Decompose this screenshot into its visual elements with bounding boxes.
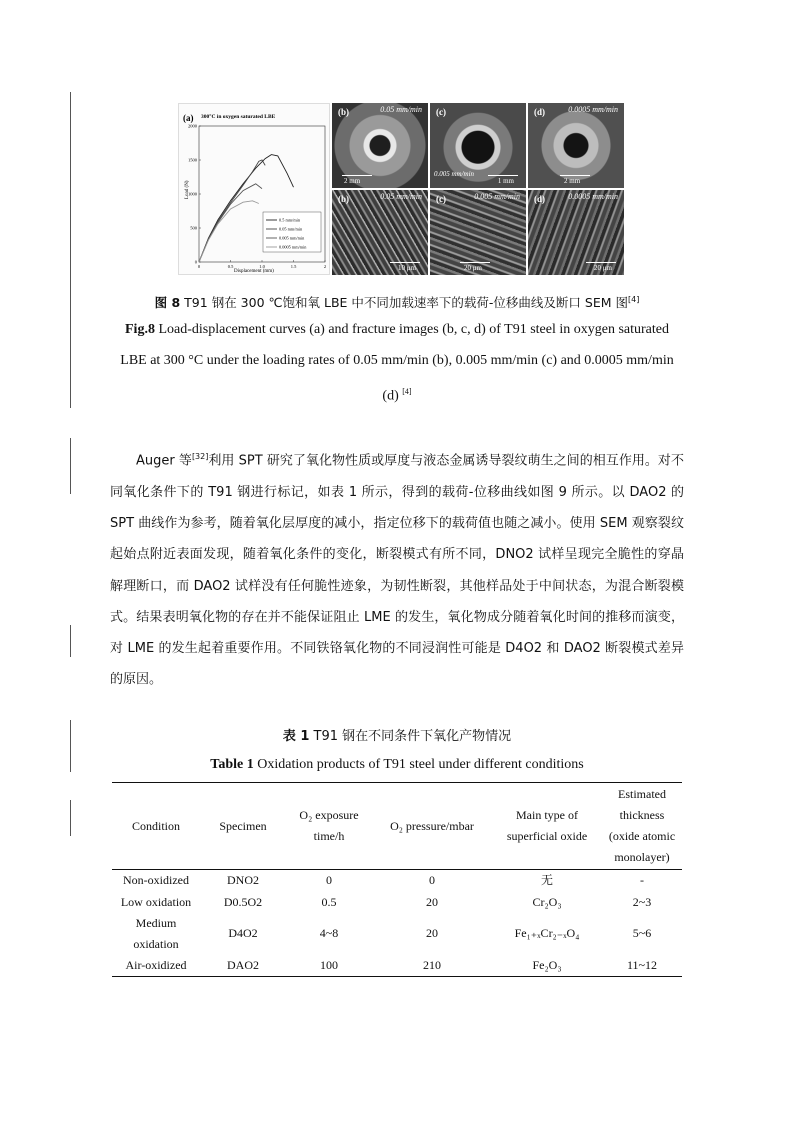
table-cell: Cr₂O₃: [532, 894, 562, 909]
scale-bar-label: 20 μm: [464, 264, 482, 272]
figure-caption-en-text3: (d): [382, 388, 403, 404]
panel-label: (a): [183, 113, 194, 123]
table-cell: Low oxidation: [120, 894, 192, 909]
table-header: Specimen: [200, 783, 286, 870]
figure-caption-zh-text: T91 钢在 300 ℃饱和氧 LBE 中不同加载速率下的载荷-位移曲线及断口 SEM 图: [180, 295, 628, 311]
table-cell: 20: [426, 894, 438, 909]
legend-label: 0.0005 mm/min: [279, 244, 307, 250]
table-cell: 210: [423, 957, 441, 972]
table-cell: 无: [540, 873, 553, 888]
sem-label: (b): [338, 194, 349, 204]
scale-bar-label: 2 mm: [344, 177, 361, 185]
table-header-row: [112, 783, 682, 870]
sem-image-d-top: [528, 103, 624, 188]
paragraph-start: Auger 等: [136, 453, 192, 469]
figure-label-en: Fig.8: [125, 322, 155, 337]
scale-bar-label: 20 μm: [594, 264, 612, 272]
table-cell: Fe₁₊ₓCr₂₋ₓO₄: [514, 926, 580, 940]
table-cell: Air-oxidized: [125, 957, 187, 972]
table-cell: 2~3: [632, 894, 652, 909]
citation: [32]: [191, 452, 209, 461]
y-tick-label: 500: [190, 225, 197, 231]
table-header: Estimated thickness (oxide atomic monolayer): [602, 783, 682, 870]
x-tick-label: 1.0: [259, 264, 265, 269]
table-cell: Fe₂O₃: [532, 957, 562, 972]
y-axis-label: Load (N): [185, 180, 190, 199]
table-cell: Non-oxidized: [123, 873, 189, 888]
sem-label: (b): [338, 107, 349, 117]
x-axis-label: Displacement (mm): [234, 269, 274, 274]
body-paragraph: [110, 441, 684, 696]
sem-image-c-bottom: [430, 190, 526, 275]
sem-image-b-bottom: [332, 190, 428, 275]
loading-rate: 0.005 mm/min: [474, 192, 520, 201]
x-tick-label: 2: [323, 264, 327, 269]
sem-image-d-bottom: [528, 190, 624, 275]
y-tick-label: 2000: [188, 123, 197, 129]
change-bar: [70, 720, 71, 772]
table-cell: 11~12: [626, 957, 658, 972]
legend-label: 0.005 mm/min: [279, 235, 305, 241]
legend-label: 0.05 mm/min: [279, 226, 303, 232]
change-bar: [70, 800, 71, 836]
table-header: Condition: [112, 783, 200, 870]
table-cell: 5~6: [632, 926, 652, 940]
x-tick-label: 1.5: [290, 264, 297, 269]
figure-caption-zh: [110, 285, 684, 317]
table-cell: 20: [426, 926, 438, 940]
figure-label-zh: 图 8: [154, 295, 181, 311]
table-cell: -: [640, 873, 644, 888]
table-cell: Medium oxidation: [133, 915, 179, 951]
y-tick-label: 1500: [188, 157, 197, 163]
loading-rate: 0.05 mm/min: [380, 192, 422, 201]
loading-rate: 0.005 mm/min: [434, 170, 475, 178]
table-caption-zh: [110, 725, 684, 744]
figure-caption-en-ref: [4]: [402, 387, 412, 396]
table-header: Main type of superficial oxide: [492, 783, 602, 870]
scale-bar-label: 2 mm: [564, 177, 581, 185]
figure-caption-en-line2: LBE at 300 °C under the loading rates of 0.05 mm/min (b), 0.005 mm/min (c) and 0.0005 mm/min: [120, 353, 674, 368]
series-line-3: [199, 201, 259, 262]
y-tick-label: 1000: [188, 191, 197, 197]
loading-rate: 0.0005 mm/min: [568, 105, 618, 114]
sem-label: (c): [436, 194, 446, 204]
table-cell: DNO2: [227, 873, 259, 888]
table-cell: D4O2: [228, 926, 258, 940]
scale-bar-label: 10 μm: [398, 264, 416, 272]
table-header: O₂ exposure time/h: [286, 783, 372, 870]
figure-caption-en-line3: [110, 377, 684, 411]
change-bar: [70, 92, 71, 408]
table-cell: 0: [429, 873, 435, 888]
table-cell: 4~8: [319, 926, 339, 940]
series-line-2: [199, 184, 262, 262]
change-bar: [70, 438, 71, 494]
legend-label: 0.5 mm/min: [279, 217, 301, 223]
x-tick-label: 0: [197, 264, 201, 269]
figure-caption-en-text: Load-displacement curves (a) and fracture images (b, c, d) of T91 steel in oxygen saturated: [154, 322, 669, 337]
x-tick-label: 0.5: [227, 264, 234, 269]
table-cell: 100: [320, 957, 338, 972]
y-tick-label: 0: [194, 259, 197, 265]
table-header: O₂ pressure/mbar: [372, 783, 492, 870]
table-cell: DAO2: [227, 957, 259, 972]
loading-rate: 0.05 mm/min: [380, 105, 422, 114]
table-row: [112, 892, 682, 913]
paragraph-text: 利用 SPT 研究了氧化物性质或厚度与液态金属诱导裂纹萌生之间的相互作用。对不同氧化条件下的 T91 钢进行标记，如表 1 所示，得到的载荷-位移曲线如图 9 所示。以 DAO2 的 SPT 曲线作为参考，随着氧化层厚度的减小，指定位移下的载荷值也随之减小。使用 SEM 观察裂纹起始点附近表面发现，随着氧化条件的变化，断裂模式有所不同，DNO2 试样呈现完全脆性的穿晶解理断口，而 DAO2 试样没有任何脆性迹象，为韧性断裂，其他样品处于中间状态，为混合断裂模式。结果表明氧化物的存在并不能保证阻止 LME 的发生，氧化物成分随着氧化时间的推移而演变，对 LME 的发生起着重要作用。不同铁铬氧化物的不同浸润性可能是 D4O2 和 DAO2 断裂模式差异的原因。: [110, 453, 684, 688]
table-caption-en-text: Oxidation products of T91 steel under different conditions: [253, 757, 584, 772]
sem-label: (d): [534, 107, 545, 117]
table-cell: 0.5: [321, 894, 337, 909]
figure-8: [178, 103, 676, 275]
table-row: [112, 870, 682, 892]
load-displacement-chart: [178, 103, 330, 275]
table-row: [112, 913, 682, 955]
table-label-zh: 表 1: [282, 729, 310, 744]
table-cell: D0.5O2: [223, 894, 263, 909]
table-row: [112, 955, 682, 977]
figure-caption-en-line1: [110, 315, 684, 344]
change-bar: [70, 625, 71, 657]
table-caption-en: [110, 757, 684, 773]
sem-label: (d): [534, 194, 545, 204]
figure-caption-zh-ref: [4]: [628, 295, 640, 304]
sem-image-b-top: [332, 103, 428, 188]
table-label-en: Table 1: [210, 757, 254, 772]
chart-title: 300°C in oxygen saturated LBE: [201, 114, 276, 120]
chart-svg: [179, 104, 331, 276]
scale-bar-label: 1 mm: [497, 177, 514, 185]
oxidation-table: [112, 782, 682, 977]
sem-image-c-top: [430, 103, 526, 188]
table-caption-zh-text: T91 钢在不同条件下氧化产物情况: [309, 729, 512, 744]
table-cell: 0: [326, 873, 332, 888]
loading-rate: 0.0005 mm/min: [568, 192, 618, 201]
sem-label: (c): [436, 107, 446, 117]
series-line-1: [199, 160, 265, 262]
